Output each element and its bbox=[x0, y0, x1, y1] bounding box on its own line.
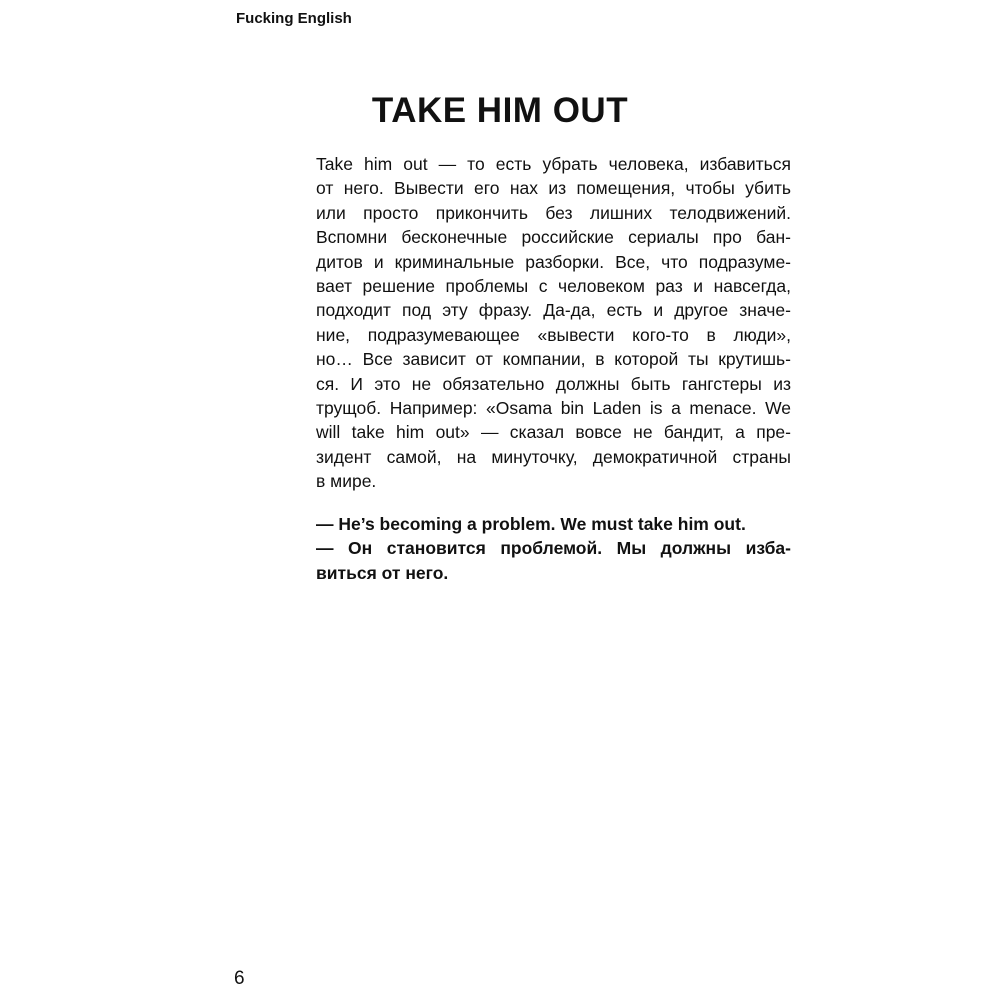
running-head: Fucking English bbox=[236, 10, 352, 27]
body-line: вает решение проблемы с человеком раз и навсегда, bbox=[316, 276, 791, 297]
example-dialogue bbox=[316, 512, 791, 585]
body-line: подходит под эту фразу. Да-да, есть и другое значе- bbox=[316, 300, 791, 321]
body-line: will take him out» — сказал вовсе не бандит, а пре- bbox=[316, 422, 791, 443]
body-line: зидент самой, на минуточку, демократичной страны bbox=[316, 446, 791, 467]
body-line: Take him out — то есть убрать человека, избавиться bbox=[316, 154, 791, 174]
body-line: но… Все зависит от компании, в которой ты крутишь- bbox=[316, 349, 791, 370]
body-line: в мире. bbox=[316, 471, 377, 492]
body-line: Вспомни бесконечные российские сериалы про бан- bbox=[316, 227, 791, 248]
body-line: дитов и криминальные разборки. Все, что подразуме- bbox=[316, 251, 791, 272]
dialogue-line-english: — He’s becoming a problem. We must take him out. bbox=[316, 514, 746, 534]
body-line: трущоб. Например: «Osama bin Laden is a menace. We bbox=[316, 398, 791, 419]
dialogue-line-russian-cont: виться от него. bbox=[316, 562, 449, 583]
body-paragraph bbox=[316, 152, 791, 494]
body-line: от него. Вывести его нах из помещения, чтобы убить bbox=[316, 178, 791, 199]
page-number: 6 bbox=[234, 968, 245, 989]
page-title: TAKE HIM OUT bbox=[371, 91, 629, 130]
body-line: ние, подразумевающее «вывести кого-то в люди», bbox=[316, 324, 791, 345]
body-line: ся. И это не обязательно должны быть гангстеры из bbox=[316, 373, 791, 394]
body-line: или просто прикончить без лишних телодвижений. bbox=[316, 202, 791, 223]
dialogue-line-russian: — Он становится проблемой. Мы должны изба- bbox=[316, 538, 791, 559]
